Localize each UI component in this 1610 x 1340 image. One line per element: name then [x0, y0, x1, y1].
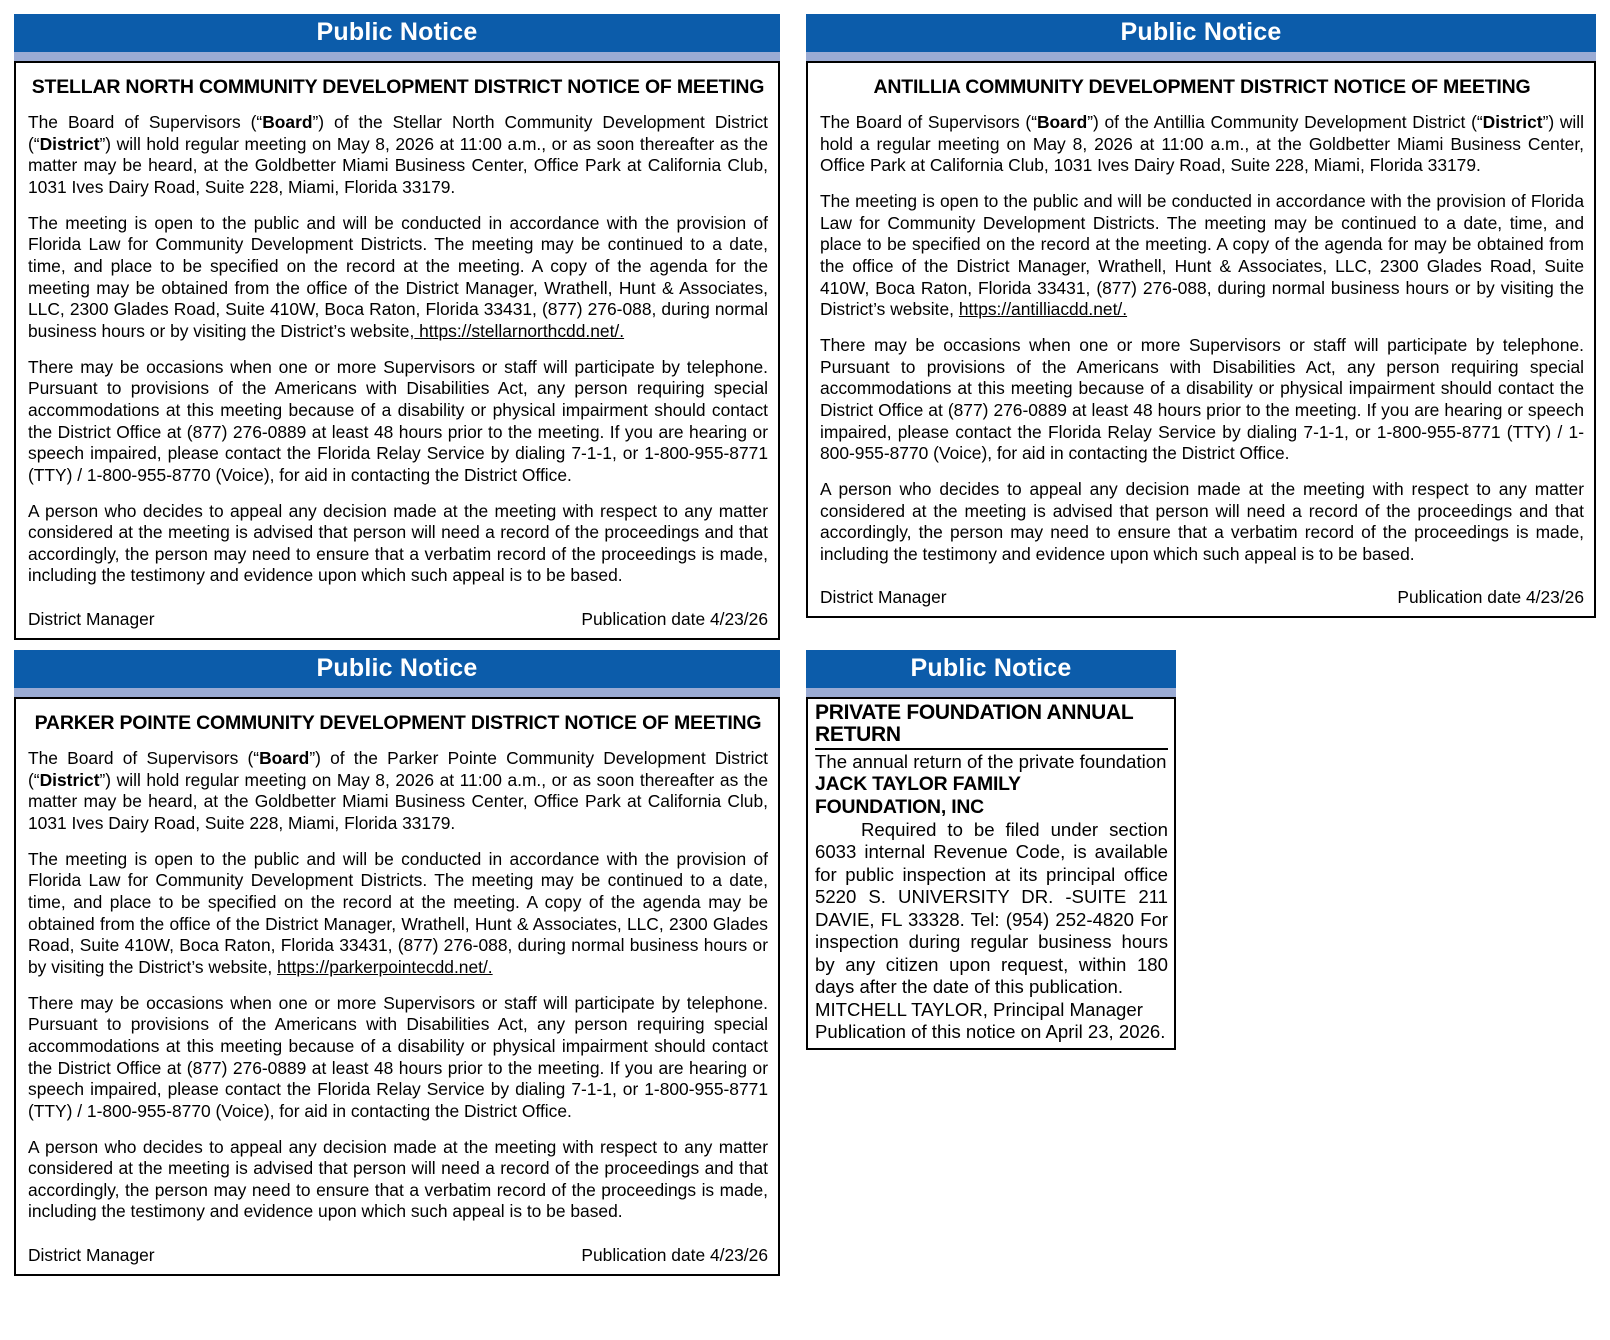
banner-underline — [806, 52, 1596, 61]
notice-stellar-north — [14, 14, 780, 640]
footer-publication-date: Publication date 4/23/26 — [581, 1245, 768, 1266]
foundation-body-paragraph: Required to be filed under section 6033 internal Revenue Code, is available for public inspection at its principal office 5220 S. UNIVERSITY DR. -SUITE 211 DAVIE, FL 33328. Tel: (954) 252-4820 For inspection during regular business hours by any citizen upon request, within 180 days after the date of this publication. — [815, 818, 1168, 998]
district-website-link[interactable]: https://antilliacdd.net/. — [958, 299, 1128, 320]
term-district: District — [1482, 112, 1543, 132]
foundation-name-line-2: FOUNDATION, INC — [815, 796, 984, 819]
notice-footer — [28, 1245, 768, 1266]
p1-part-c: ”) will hold a regular meeting on May 8, 2026 at 11:00 a.m., at the Goldbetter Miami Business Center, Office Park at California Club, 1031 Ives Dairy Road, Suite 228, Miami, Florida 33179. — [820, 112, 1584, 176]
banner-parker-pointe — [14, 650, 780, 697]
banner-label: Public Notice — [14, 14, 780, 52]
paragraph-open-to-public — [820, 191, 1584, 321]
foundation-publication-line: Publication of this notice on April 23, 2026. — [815, 1021, 1166, 1043]
footer-district-manager: District Manager — [28, 1245, 155, 1266]
banner-private-foundation — [806, 650, 1176, 697]
paragraph-appeal-record: A person who decides to appeal any decision made at the meeting with respect to any matter considered at the meeting is advised that person will need a record of the proceedings and that accordingly, the person may need to ensure that a verbatim record of the proceedings is made, including the testimony and evidence upon which such appeal is to be based. — [820, 478, 1584, 564]
paragraph-ada-accommodations: There may be occasions when one or more Supervisors or staff will participate by telephone. Pursuant to provisions of the Americans with Disabilities Act, any person requiring special accommodations at this meeting because of a disability or physical impairment should contact the District Office at (877) 276-0889 at least 48 hours prior to the meeting. If you are hearing or speech impaired, please contact the Florida Relay Service by dialing 7-1-1, or 1-800-955-8771 (TTY) / 1-800-955-8770 (Voice), for aid in contacting the District Office. — [28, 356, 768, 485]
district-website-link[interactable]: https://parkerpointecdd.net/. — [277, 956, 493, 977]
p1-part-a: The Board of Supervisors (“ — [28, 748, 260, 768]
term-board: Board — [262, 112, 313, 132]
paragraph-appeal-record: A person who decides to appeal any decision made at the meeting with respect to any matter considered at the meeting is advised that person will need a record of the proceedings and that accordingly, the person may need to ensure that a verbatim record of the proceedings is made, including the testimony and evidence upon which such appeal is to be based. — [28, 1136, 768, 1222]
banner-stellar-north — [14, 14, 780, 61]
notice-private-foundation — [806, 650, 1176, 1050]
term-district: District — [39, 769, 100, 790]
notice-antillia — [806, 14, 1596, 618]
foundation-intro-line: The annual return of the private foundation — [815, 750, 1167, 772]
notice-body-antillia — [806, 61, 1596, 618]
notice-title: STELLAR NORTH COMMUNITY DEVELOPMENT DISTRICT NOTICE OF MEETING — [31, 76, 765, 98]
notice-body-private-foundation — [806, 697, 1176, 1050]
term-board: Board — [1037, 112, 1088, 132]
banner-underline — [14, 688, 780, 697]
foundation-name-line-1: JACK TAYLOR FAMILY — [815, 773, 1021, 796]
p2-text: The meeting is open to the public and will be conducted in accordance with the provision of Florida Law for Community Development Districts. The meeting may be continued to a date, time, and place to be specified on the record at the meeting. A copy of the agenda for may be obtained from the office of the District Manager, Wrathell, Hunt & Associates, LLC, 2300 Glades Road, Suite 410W, Boca Raton, Florida 33431, (877) 276-088, during normal business hours or by visiting the District’s website, — [820, 190, 1584, 320]
notice-title: ANTILLIA COMMUNITY DEVELOPMENT DISTRICT NOTICE OF MEETING — [873, 76, 1531, 98]
p1-part-c: ”) will hold regular meeting on May 8, 2026 at 11:00 a.m., or as soon thereafter as the matter may be heard, at the Goldbetter Miami Business Center, Office Park at California Club, 1031 Ives Dairy Road, Suite 228, Miami, Florida 33179. — [28, 133, 768, 197]
notice-title: PRIVATE FOUNDATION ANNUAL RETURN — [815, 702, 1168, 750]
term-district: District — [39, 133, 100, 154]
banner-label: Public Notice — [14, 650, 780, 688]
district-website-link[interactable]: https://stellarnorthcdd.net/. — [414, 320, 625, 341]
banner-underline — [14, 52, 780, 61]
p1-part-c: ”) will hold regular meeting on May 8, 2026 at 11:00 a.m., or as soon thereafter as the matter may be heard, at the Goldbetter Miami Business Center, Office Park at California Club, 1031 Ives Dairy Road, Suite 228, Miami, Florida 33179. — [28, 769, 768, 833]
banner-label: Public Notice — [806, 14, 1596, 52]
notice-footer — [28, 609, 768, 630]
notice-title: PARKER POINTE COMMUNITY DEVELOPMENT DISTRICT NOTICE OF MEETING — [34, 712, 762, 734]
paragraph-open-to-public — [28, 849, 768, 979]
p1-part-a: The Board of Supervisors (“ — [28, 112, 263, 132]
p1-part-a: The Board of Supervisors (“ — [820, 112, 1037, 132]
banner-label: Public Notice — [806, 650, 1176, 688]
paragraph-appeal-record: A person who decides to appeal any decision made at the meeting with respect to any matter considered at the meeting is advised that person will need a record of the proceedings and that accordingly, the person may need to ensure that a verbatim record of the proceedings is made, including the testimony and evidence upon which such appeal is to be based. — [28, 500, 768, 586]
paragraph-ada-accommodations: There may be occasions when one or more Supervisors or staff will participate by telephone. Pursuant to provisions of the Americans with Disabilities Act, any person requiring special accommodations at this meeting because of a disability or physical impairment should contact the District Office at (877) 276-0889 at least 48 hours prior to the meeting. If you are hearing or speech impaired, please contact the Florida Relay Service by dialing 7-1-1, or 1-800-955-8771 (TTY) / 1-800-955-8770 (Voice), for aid in contacting the District Office. — [820, 334, 1584, 464]
paragraph-meeting-details — [820, 112, 1584, 177]
banner-antillia — [806, 14, 1596, 61]
paragraph-meeting-details — [28, 748, 768, 835]
notice-body-parker-pointe — [14, 697, 780, 1276]
p1-part-b: ”) of the Antillia Community Development District (“ — [1087, 112, 1483, 132]
footer-publication-date: Publication date 4/23/26 — [1397, 587, 1584, 608]
paragraph-open-to-public — [28, 213, 768, 343]
notice-footer — [820, 587, 1584, 608]
paragraph-ada-accommodations: There may be occasions when one or more Supervisors or staff will participate by telephone. Pursuant to provisions of the Americans with Disabilities Act, any person requiring special accommodations at this meeting because of a disability or physical impairment should contact the District Office at (877) 276-0889 at least 48 hours prior to the meeting. If you are hearing or speech impaired, please contact the Florida Relay Service by dialing 7-1-1, or 1-800-955-8771 (TTY) / 1-800-955-8770 (Voice), for aid in contacting the District Office. — [28, 992, 768, 1121]
term-board: Board — [259, 748, 310, 768]
paragraph-meeting-details — [28, 112, 768, 199]
foundation-signer: MITCHELL TAYLOR, Principal Manager — [815, 998, 1143, 1020]
p1-part-b: ”) of the Parker Pointe Community Development District (“ — [28, 748, 768, 790]
banner-underline — [806, 688, 1176, 697]
notice-body-stellar-north — [14, 61, 780, 640]
p2-text: The meeting is open to the public and will be conducted in accordance with the provision of Florida Law for Community Development Districts. The meeting may be continued to a date, time, and place to be specified on the record at the meeting. A copy of the agenda for the meeting may be obtained from the office of the District Manager, Wrathell, Hunt & Associates, LLC, 2300 Glades Road, Suite 410W, Boca Raton, Florida 33431, (877) 276-088, during normal business hours or by visiting the District’s website, — [28, 212, 768, 341]
p1-part-b: ”) of the Stellar North Community Development District (“ — [28, 112, 768, 154]
p2-text: The meeting is open to the public and will be conducted in accordance with the provision of Florida Law for Community Development Districts. The meeting may be continued to a date, time, and place to be specified on the record at the meeting. A copy of the agenda may be obtained from the office of the District Manager, Wrathell, Hunt & Associates, LLC, 2300 Glades Road, Suite 410W, Boca Raton, Florida 33431, (877) 276-088, during normal business hours or by visiting the District’s website, — [28, 848, 768, 977]
footer-publication-date: Publication date 4/23/26 — [581, 609, 768, 630]
notice-parker-pointe — [14, 650, 780, 1276]
footer-district-manager: District Manager — [28, 609, 155, 630]
footer-district-manager: District Manager — [820, 587, 947, 608]
